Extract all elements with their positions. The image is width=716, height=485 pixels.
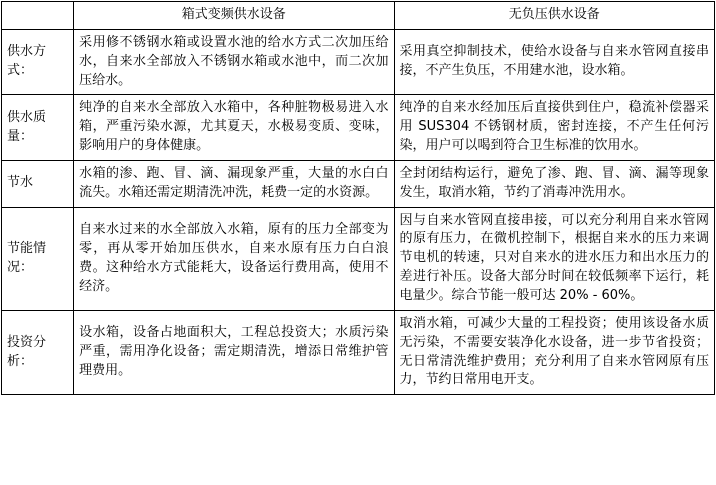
row-label-investment: 投资分析： bbox=[2, 310, 74, 394]
header-col-b: 无负压供水设备 bbox=[394, 2, 714, 30]
cell-a-water-saving bbox=[74, 160, 394, 207]
table-header-row bbox=[2, 2, 715, 30]
cell-text: 水箱的渗、跑、冒、滴、漏现象严重，大量的水白白流失。水箱还需定期清洗冲洗，耗费一定的水资源。 bbox=[79, 165, 389, 200]
cell-a-energy-saving bbox=[74, 207, 394, 310]
table-row bbox=[2, 29, 715, 95]
table-row bbox=[2, 207, 715, 310]
cell-text: 取消水箱，可减少大量的工程投资；使用该设备水质无污染，不需要安装净化水设备，进一步节省投资；无日常清洗维护费用；充分利用了自来水管网原有压力，节约日常用电开支。 bbox=[399, 315, 709, 388]
cell-text: 纯净的自来水经加压后直接供到住户，稳流补偿器采用 SUS304 不锈钢材质，密封连接，不产生任何污染，用户可以喝到符合卫生标准的饮用水。 bbox=[399, 100, 709, 154]
table-row bbox=[2, 160, 715, 207]
cell-text: 全封闭结构运行，避免了渗、跑、冒、滴、漏等现象发生，取消水箱，节约了消毒冲洗用水。 bbox=[399, 165, 709, 200]
row-label-energy-saving: 节能情况： bbox=[2, 207, 74, 310]
row-label-supply-method: 供水方式： bbox=[2, 29, 74, 95]
cell-text: 设水箱，设备占地面积大，工程总投资大；水质污染严重，需用净化设备；需定期清洗，增添日常维护管理费用。 bbox=[79, 325, 389, 378]
comparison-table bbox=[1, 1, 715, 395]
cell-b-water-quality bbox=[394, 95, 714, 161]
cell-a-water-quality bbox=[74, 95, 394, 161]
table-row bbox=[2, 95, 715, 161]
header-corner-cell bbox=[2, 2, 74, 30]
table-row bbox=[2, 310, 715, 394]
cell-b-investment bbox=[394, 310, 714, 394]
cell-b-supply-method bbox=[394, 29, 714, 95]
header-col-a: 箱式变频供水设备 bbox=[74, 2, 394, 30]
cell-text: 采用修不锈钢水箱或设置水池的给水方式二次加压给水，自来水全部放入不锈钢水箱或水池中，而二次加压给水。 bbox=[79, 34, 389, 88]
cell-b-energy-saving bbox=[394, 207, 714, 310]
row-label-water-quality: 供水质量： bbox=[2, 95, 74, 161]
cell-a-investment bbox=[74, 310, 394, 394]
cell-text: 因与自来水管网直接串接，可以充分利用自来水管网的原有压力，在微机控制下，根据自来水的压力来调节电机的转速，只对自来水的进水压力和出水压力的差进行补压。设备大部分时间在较低频率下运行，耗电量少。综合节能一般可达 20% - 60%。 bbox=[399, 212, 709, 303]
cell-text: 采用真空抑制技术，使给水设备与自来水管网直接串接，不产生负压，不用建水池，设水箱。 bbox=[399, 44, 709, 79]
row-label-water-saving: 节水 bbox=[2, 160, 74, 207]
cell-b-water-saving bbox=[394, 160, 714, 207]
cell-a-supply-method bbox=[74, 29, 394, 95]
cell-text: 纯净的自来水全部放入水箱中，各种脏物极易进入水箱，严重污染水源，尤其夏天，水极易变质、变味，影响用户的身体健康。 bbox=[79, 100, 389, 154]
cell-text: 自来水过来的水全部放入水箱，原有的压力全部变为零，再从零开始加压供水，自来水原有压力白白浪费。这种给水方式能耗大，设备运行费用高，使用不经济。 bbox=[79, 222, 389, 294]
